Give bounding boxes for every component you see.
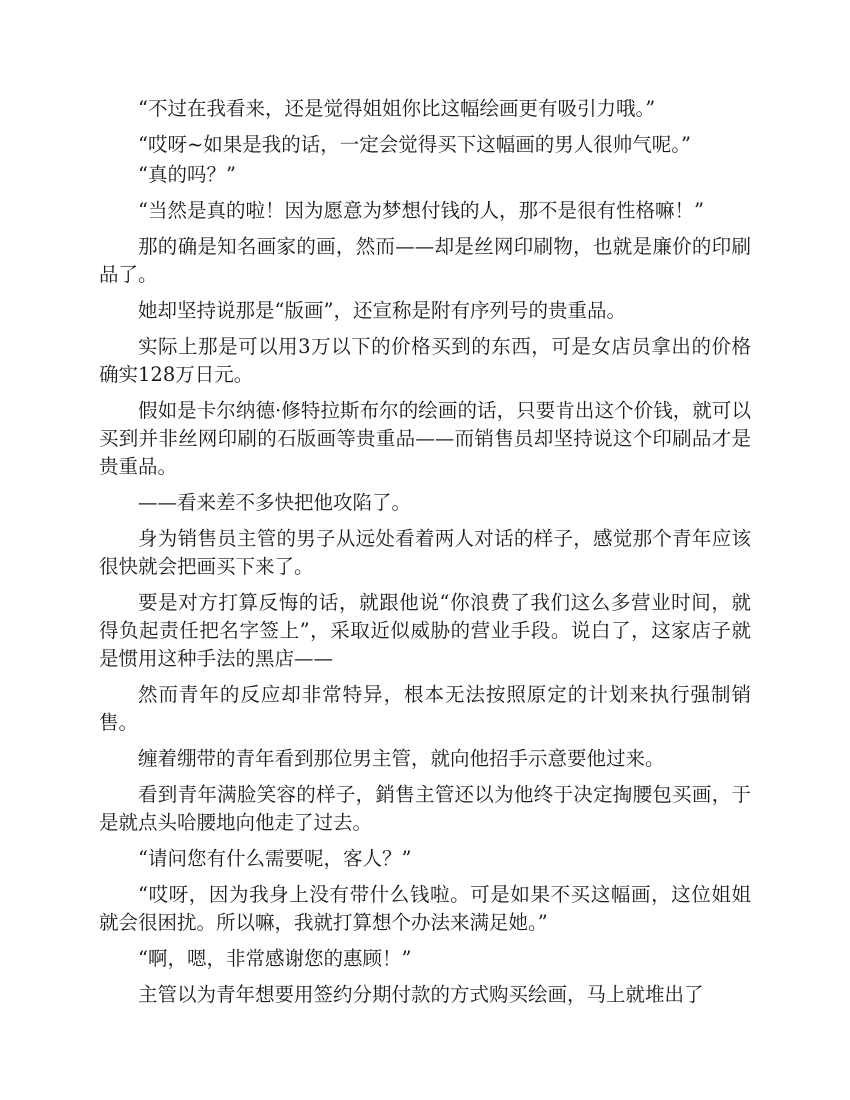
document-page	[99, 95, 751, 1017]
paragraph-9: ——看来差不多快把他攻陷了。	[138, 491, 412, 514]
paragraph-2: “哎呀~如果是我的话，一定会觉得买下这幅画的男人很帅气呢。”	[138, 133, 692, 156]
paragraph-10: 身为销售员主管的男子从远处看着两人对话的样子，感觉那个青年应该很快就会把画买下来了。	[99, 527, 751, 578]
paragraph-6: 她却坚持说那是“版画”，还宣称是附有序列号的贵重品。	[138, 299, 626, 322]
paragraph-8: 假如是卡尔纳德·修特拉斯布尔的绘画的话，只要肯出这个价钱，就可以买到并非丝网印刷的石版画等贵重品——而销售员却坚持说这个印刷品才是贵重品。	[99, 399, 751, 478]
paragraph-17: “啊，嗯，非常感谢您的惠顾！”	[138, 947, 412, 970]
paragraph-5: 那的确是知名画家的画，然而——却是丝网印刷物，也就是廉价的印刷品了。	[99, 235, 751, 286]
paragraph-11: 要是对方打算反悔的话，就跟他说“你浪费了我们这么多营业时间，就得负起责任把名字签上”，采取近似威胁的营业手段。说白了，这家店子就是惯用这种手法的黑店——	[99, 591, 751, 670]
paragraph-14: 看到青年满脸笑容的样子，銷售主管还以为他终于决定掏腰包买画，于是就点头哈腰地向他走了过去。	[99, 783, 751, 834]
paragraph-7: 实际上那是可以用3万以下的价格买到的东西，可是女店员拿出的价格确实128万日元。	[99, 335, 751, 386]
paragraph-12: 然而青年的反应却非常特异，根本无法按照原定的计划来执行强制销售。	[99, 683, 751, 734]
paragraph-3: “真的吗？”	[138, 163, 236, 186]
paragraph-1: “不过在我看来，还是觉得姐姐你比这幅绘画更有吸引力哦。”	[138, 97, 656, 120]
paragraph-18: 主管以为青年想要用签约分期付款的方式购买绘画，马上就堆出了	[138, 983, 704, 1006]
paragraph-4: “当然是真的啦！因为愿意为梦想付钱的人，那不是很有性格嘛！”	[138, 199, 704, 222]
paragraph-13: 缠着绷带的青年看到那位男主管，就向他招手示意要他过来。	[138, 747, 665, 770]
paragraph-15: “请问您有什么需要呢，客人？”	[138, 847, 412, 870]
paragraph-16: “哎呀，因为我身上没有带什么钱啦。可是如果不买这幅画，这位姐姐就会很困扰。所以嘛，我就打算想个办法来满足她。”	[99, 883, 751, 934]
